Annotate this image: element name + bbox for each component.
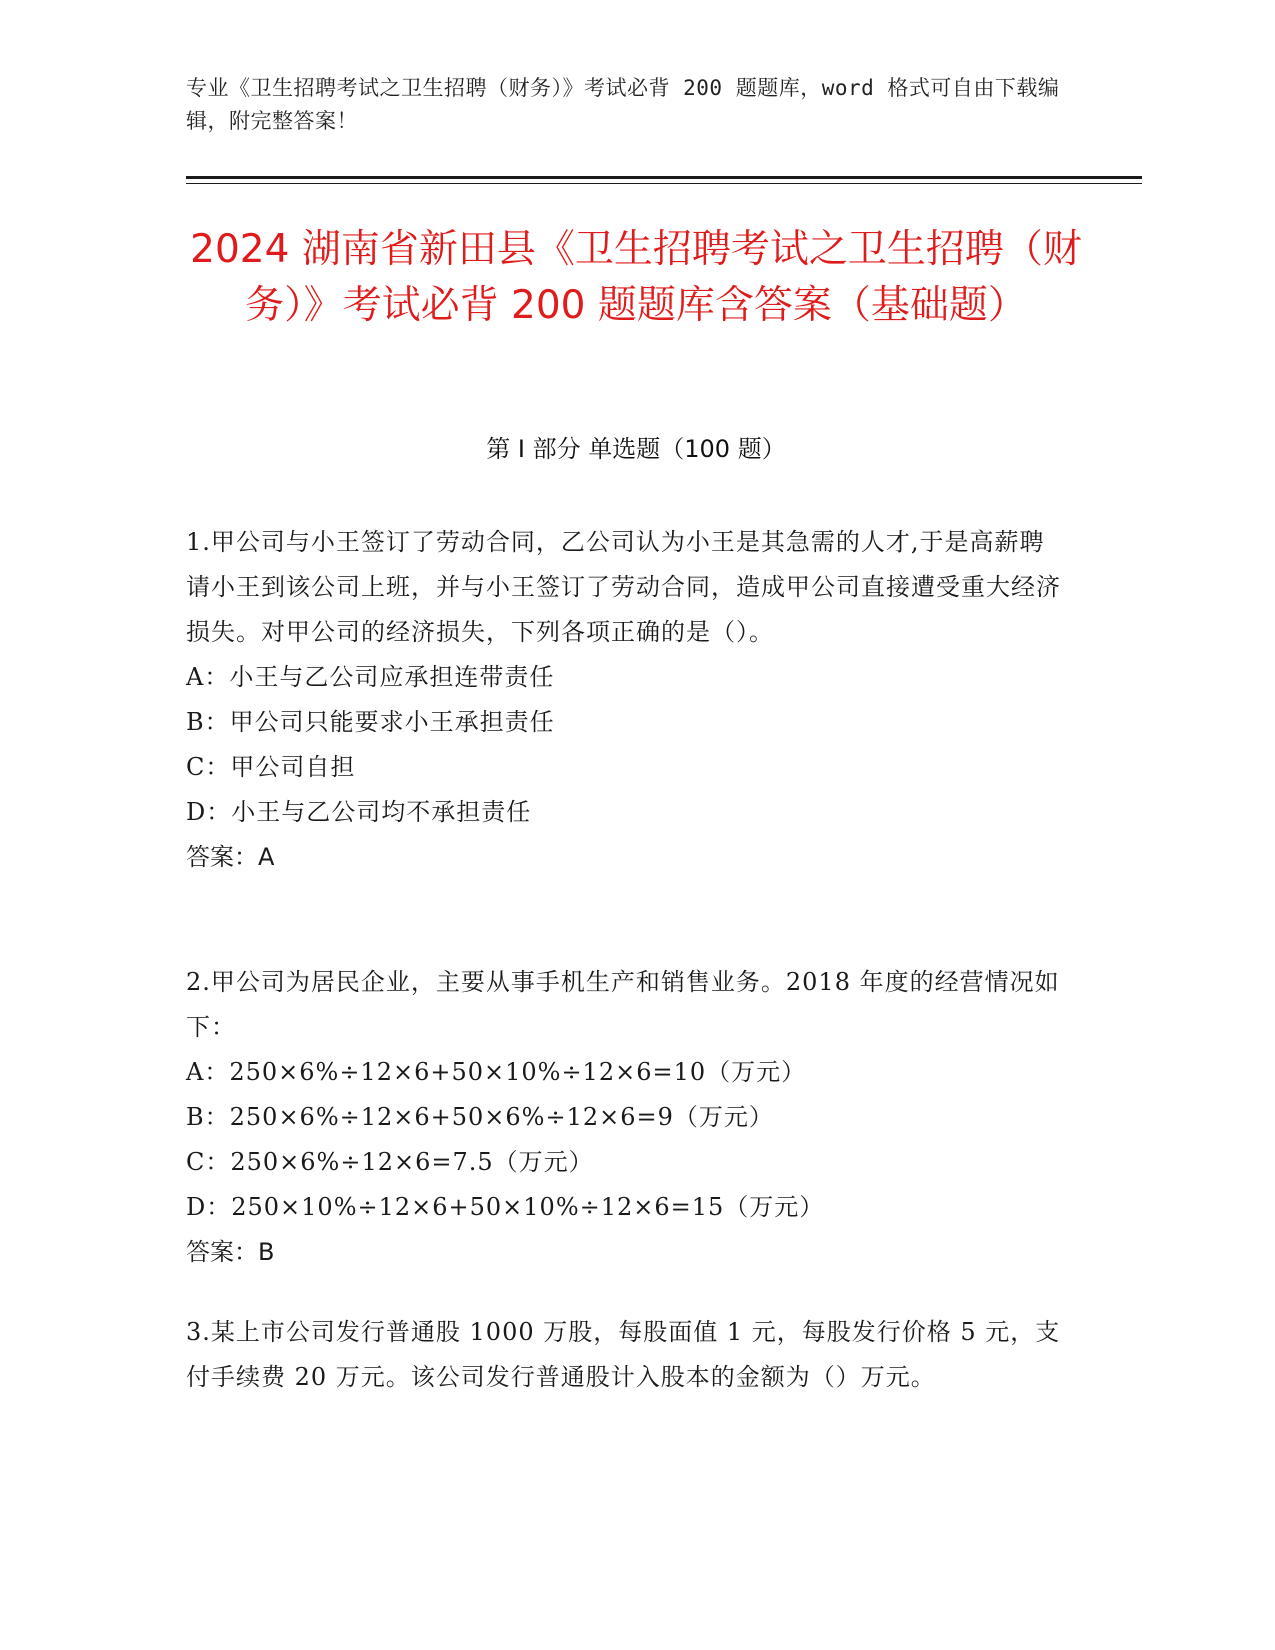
document-title: 2024 湖南省新田县《卫生招聘考试之卫生招聘（财务）》考试必背 200 题题库含答案（基础题）: [190, 227, 1082, 328]
header-divider-thick: [186, 176, 1142, 179]
question-stem: 3.某上市公司发行普通股 1000 万股，每股面值 1 元，每股发行价格 5 元，支付手续费 20 万元。该公司发行普通股计入股本的金额为（）万元。: [186, 1318, 1061, 1391]
option-b: B：250×6%÷12×6+50×6%÷12×6=9（万元）: [186, 1103, 774, 1131]
option-b: B：甲公司只能要求小王承担责任: [186, 708, 555, 736]
option-a: A：250×6%÷12×6+50×10%÷12×6=10（万元）: [186, 1058, 807, 1086]
option-d: D：250×10%÷12×6+50×10%÷12×6=15（万元）: [186, 1193, 825, 1221]
header-note: 专业《卫生招聘考试之卫生招聘（财务）》考试必背 200 题题库，word 格式可自由下载编辑，附完整答案！: [186, 76, 1060, 133]
section-heading: 第 I 部分 单选题（100 题）: [486, 435, 786, 463]
option-c: C：甲公司自担: [186, 753, 356, 781]
option-a: A：小王与乙公司应承担连带责任: [186, 663, 555, 691]
option-c: C：250×6%÷12×6=7.5（万元）: [186, 1148, 594, 1176]
option-d: D：小王与乙公司均不承担责任: [186, 798, 532, 826]
answer: 答案：B: [186, 1238, 275, 1266]
question-3: [186, 1310, 1066, 1400]
header-divider-thin: [186, 183, 1142, 184]
answer: 答案：A: [186, 843, 275, 871]
question-stem: 2.甲公司为居民企业，主要从事手机生产和销售业务。2018 年度的经营情况如下：: [186, 968, 1060, 1041]
question-2: [186, 960, 1066, 1275]
question-1: [186, 520, 1066, 880]
question-stem: 1.甲公司与小王签订了劳动合同，乙公司认为小王是其急需的人才,于是高薪聘请小王到该公司上班，并与小王签订了劳动合同，造成甲公司直接遭受重大经济损失。对甲公司的经济损失，下列各项正确的是（）。: [186, 528, 1061, 646]
